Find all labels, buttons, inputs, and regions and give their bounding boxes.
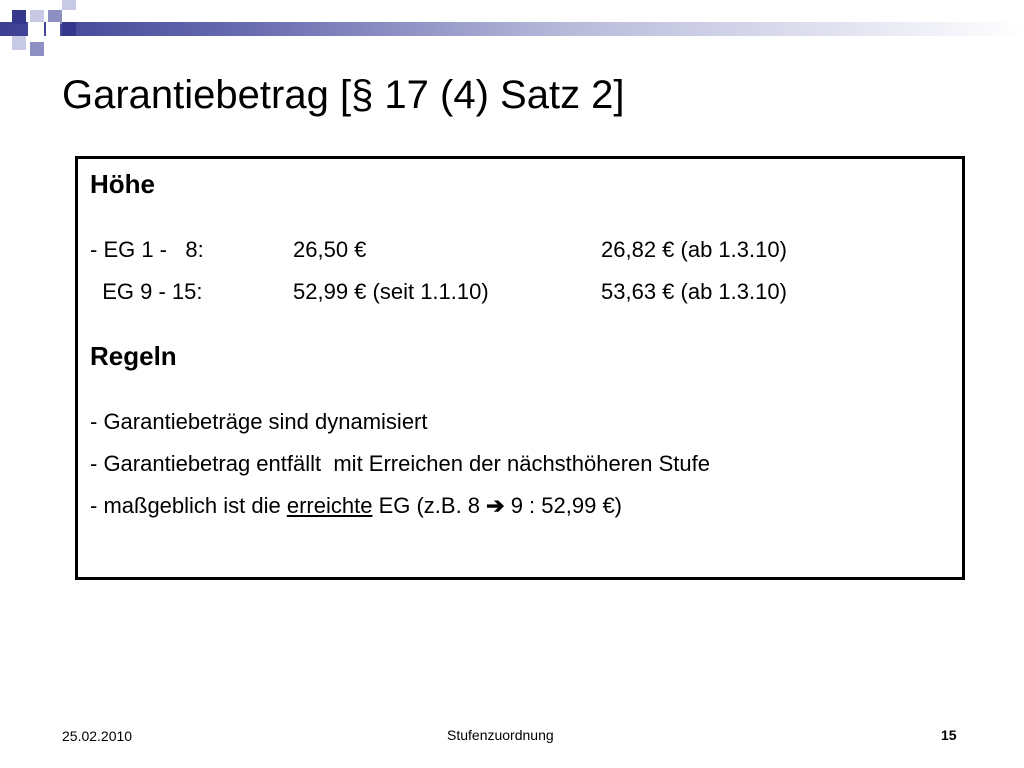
slide-title: Garantiebetrag [§ 17 (4) Satz 2]: [62, 73, 625, 117]
rule-underlined-text: erreichte: [286, 493, 373, 518]
footer-date: 25.02.2010: [62, 728, 133, 744]
header-square: [46, 22, 60, 36]
content-box: [75, 156, 965, 580]
rule-text: - maßgeblich ist die: [90, 493, 287, 518]
rule-line: [90, 490, 622, 522]
header-square: [28, 22, 44, 36]
rule-line: - Garantiebetrag entfällt mit Erreichen der nächsthöheren Stufe: [90, 451, 711, 476]
rule-line: - Garantiebeträge sind dynamisiert: [90, 409, 428, 434]
arrow-right-icon: ➔: [486, 493, 505, 518]
header-square: [62, 0, 76, 10]
rule-text: EG (z.B. 8: [372, 493, 487, 518]
row-label: - EG 1 - 8:: [90, 237, 204, 262]
row-label: EG 9 - 15:: [90, 279, 203, 304]
rule-text: 9 : 52,99 €): [504, 493, 623, 518]
row-value-new: 53,63 € (ab 1.3.10): [601, 279, 787, 304]
header-square: [12, 10, 26, 24]
header-square: [30, 42, 44, 56]
amount-row: [90, 234, 787, 266]
heading-regeln: Regeln: [90, 341, 177, 371]
header-square: [62, 22, 76, 36]
footer-title: Stufenzuordnung: [447, 727, 554, 743]
amount-row: [90, 276, 787, 308]
row-value-current: 52,99 € (seit 1.1.10): [293, 279, 489, 304]
header-square: [12, 36, 26, 50]
row-value-new: 26,82 € (ab 1.3.10): [601, 237, 787, 262]
page-number: 15: [941, 727, 957, 743]
heading-hoehe: Höhe: [90, 169, 155, 199]
row-value-current: 26,50 €: [293, 237, 367, 262]
header-band: [0, 22, 1024, 36]
